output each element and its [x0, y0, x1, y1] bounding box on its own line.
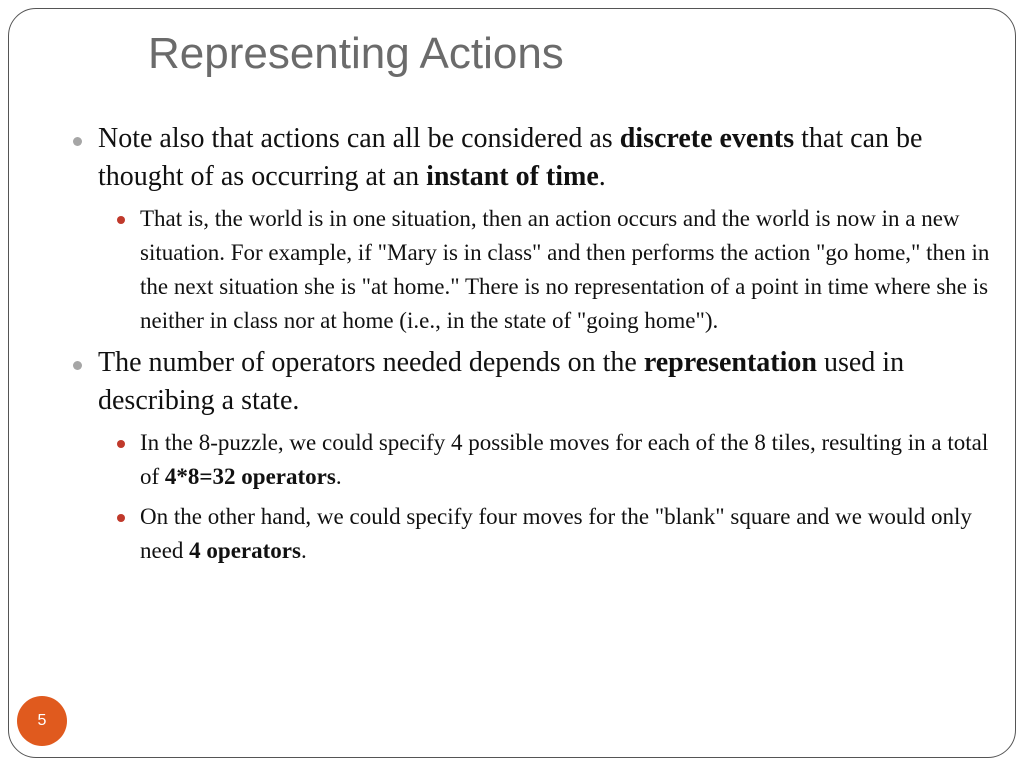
text-run: On the other hand, we could specify four moves for the "blank" square and we would only need: [140, 504, 972, 563]
sub-bullet-dot-icon: [117, 216, 125, 224]
sub-bullet-item: [70, 426, 994, 494]
sub-bullet-text: [140, 430, 988, 489]
sub-bullet-item: [70, 500, 994, 568]
sub-bullet-item: [70, 202, 994, 338]
text-run: In the 8-puzzle, we could specify 4 possible moves for each of the 8 tiles, resulting in a total of: [140, 430, 989, 489]
bold-text-run: representation: [643, 347, 817, 378]
text-run: .: [300, 538, 307, 563]
bold-text-run: 4*8=32 operators: [164, 464, 336, 489]
sub-bullet-text: [140, 504, 972, 563]
text-run: Note also that actions can all be considered as: [98, 123, 620, 154]
text-run: The number of operators needed depends on the: [98, 347, 644, 378]
bullet-dot-icon: [73, 361, 82, 370]
text-run: .: [335, 464, 342, 489]
text-run: .: [598, 161, 606, 192]
bullet-item: [70, 344, 994, 420]
bold-text-run: 4 operators: [189, 538, 301, 563]
slide-content: [70, 120, 994, 574]
slide-title: Representing Actions: [148, 29, 564, 78]
sub-bullet-text: [140, 206, 989, 333]
text-run: That is, the world is in one situation, then an action occurs and the world is now in a new situation. For example, if "Mary is in class" and then performs the action "go home," then in the next situation she is "at home." There is no representation of a point in time where she is neither in class nor at home (i.e., in the state of "going home").: [140, 206, 990, 333]
bullet-text: [98, 347, 904, 416]
bold-text-run: instant of time: [426, 161, 599, 192]
sub-bullet-dot-icon: [117, 440, 125, 448]
bullet-item: [70, 120, 994, 196]
bullet-text: [98, 123, 922, 192]
text-run: used in describing a state.: [98, 347, 905, 416]
page-number-badge: 5: [17, 696, 67, 746]
bold-text-run: discrete events: [619, 123, 795, 154]
bullet-dot-icon: [73, 137, 82, 146]
sub-bullet-dot-icon: [117, 514, 125, 522]
text-run: that can be thought of as occurring at an: [98, 123, 923, 192]
